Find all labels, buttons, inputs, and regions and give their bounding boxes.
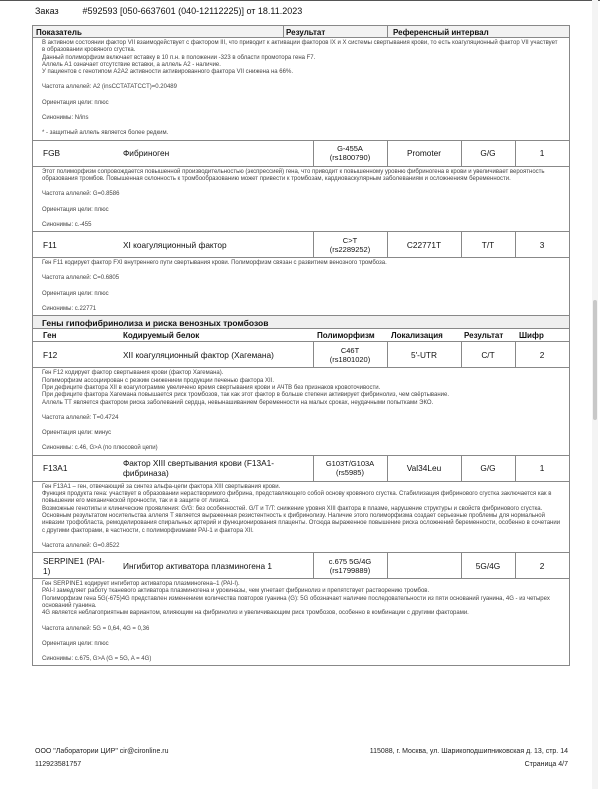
f12-desc-line: Ген F12 кодирует фактор свертывания крови (фактор Хагемана). (42, 370, 224, 377)
fgb-desc-text: Этот полиморфизм сопровождается повышенной производительностью (экспрессией) гена, что приводит к повышенному уровню фибриногена в крови и увеличивает вероятность образования тромбов. Повышенная склонность к тромбообразованию может привести к тромбозам, кардиоваскулярным заболеваниям и осложнениям беременности. (42, 168, 545, 182)
fgb-orientation: Ориентация цели: плюс (42, 206, 109, 213)
header-gene: Ген (43, 331, 57, 341)
footer-barcode: 112923581757 (35, 761, 82, 768)
gene-protein: XI коагуляционный фактор (123, 239, 227, 250)
gene-protein: Ингибитор активатора плазминогена 1 (123, 560, 272, 571)
gene-code-line: SERPINE1 (PAI- (43, 555, 105, 566)
results-table (32, 25, 570, 666)
gene-result: G/G (480, 148, 496, 159)
fgb-description (33, 167, 569, 232)
table-header (33, 25, 569, 38)
gene-result: G/G (480, 463, 496, 474)
gene-polymorphism (313, 342, 387, 367)
header-result: Результат (464, 331, 504, 341)
f7-desc-line: В активном состоянии фактор VII взаимодействует с фактором III, что приводит к активации факторов IX и X системы свертывания крови, то есть коагуляционный фактор VII участвует в образовании кровяного сгустка. (42, 40, 558, 54)
header-protein: Кодируемый белок (123, 331, 200, 341)
f7-description (33, 38, 569, 141)
f13a1-desc-line: Функция продукта гена: участвует в образовании нерастворимого фибрина, представляющего собой основу кровяного сгустка. Стабилизация фибринового сгустка заключается как в повышении его механической прочности, так и в защите от лизиса. (42, 491, 552, 505)
gene-result: C/T (481, 349, 495, 360)
f13a1-description (33, 482, 569, 553)
f13a1-allele-frequency: Частота аллелей: G=0.8522 (42, 542, 120, 549)
footer-page-number: Страница 4/7 (524, 761, 568, 768)
gene-cipher: 1 (539, 148, 545, 159)
gene-table-header (33, 329, 569, 342)
gene-row-fgb (33, 141, 569, 167)
gene-localization: Promoter (406, 148, 442, 159)
f7-orientation: Ориентация цели: плюс (42, 99, 109, 106)
protein-line: фибриназа) (123, 468, 169, 479)
gene-code: F13A1 (43, 463, 68, 474)
f7-footnote: * - защитный аллель является более редким. (42, 130, 169, 137)
header-cipher: Шифр (519, 331, 544, 341)
f7-allele-frequency: Частота аллелей: A2 (insCCTATATCCT)=0.20489 (42, 84, 177, 91)
f7-desc-line: Аллель A1 означает отсутствие вставки, а аллель A2 - наличие. (42, 61, 221, 68)
serpine1-desc-line: Полиморфизм гена 5G(-675)4G представлен изменением количества повторов гуанина (G): 5G обозначает наличие последовательности из пяти оснований гуанина, 4G - из четырех оснований гуанина. (42, 595, 550, 609)
poly-rs: (rs1801020) (329, 354, 371, 364)
poly-name: c.675 5G/4G (328, 556, 372, 566)
footer-address: 115088, г. Москва, ул. Шарикоподшипниковская д. 13, стр. 14 (369, 748, 568, 755)
f12-orientation: Ориентация цели: минус (42, 430, 112, 437)
poly-name: G103T/G103A (325, 459, 375, 469)
serpine1-desc-line: 4G является неблагоприятным вариантом, влияющим на фибринолиз и увеличивающим риск тромбозов, особенно в комбинации с другими факторами. (42, 610, 469, 617)
gene-code: F12 (43, 349, 58, 360)
gene-cipher: 2 (539, 560, 545, 571)
header-result: Результат (286, 28, 326, 37)
poly-rs: (rs1799889) (329, 565, 371, 575)
gene-protein (123, 456, 274, 481)
gene-localization: 5'-UTR (410, 349, 437, 360)
serpine1-orientation: Ориентация цели: плюс (42, 640, 109, 647)
f12-desc-line: При дефиците фактора Хагемана повышается риск тромбозов, так как этот фактор в больше степени активирует фибринолиз, чем свёртывание. (42, 392, 450, 399)
gene-localization (387, 553, 461, 578)
order-line (35, 6, 302, 16)
f11-orientation: Ориентация цели: плюс (42, 290, 109, 297)
poly-rs: (rs5985) (336, 468, 364, 478)
gene-row-serpine1 (33, 553, 569, 579)
gene-code: FGB (43, 148, 61, 159)
gene-row-f12 (33, 342, 569, 368)
f12-desc-line: Аллель TT является фактором риска заболеваний сердца, невынашиванием беременности на малых сроках, неудачными попытками ЭКО. (42, 399, 434, 406)
poly-name: C46T (340, 345, 360, 355)
fgb-synonyms: Синонимы: c.-455 (42, 221, 92, 228)
section-title (33, 316, 569, 329)
poly-name: C>T (342, 235, 358, 245)
gene-result: 5G/4G (475, 560, 501, 571)
poly-name: G-455A (337, 144, 363, 154)
gene-code: F11 (43, 239, 57, 250)
f11-synonyms: Синонимы: c.22771 (42, 306, 97, 313)
f11-desc-text: Ген F11 кодирует фактор FXI внутреннего пути свертывания крови. Полиморфизм связан с развитием венозного тромбоза. (42, 260, 387, 267)
serpine1-description (33, 579, 569, 666)
f12-desc-line: При дефиците фактора XII в коагулограмме увеличено время свертывания крови и АЧТВ без признаков кровоточивости. (42, 384, 381, 391)
protein-line: Фактор XIII свертывания крови (F13A1- (123, 458, 275, 469)
order-number: #592593 [050-6637601 (040-12112225)] от 18.11.2023 (82, 6, 303, 16)
f7-desc-line: Данный полиморфизм включает вставку в 10 п.н. в положении -323 в области промотора гена F7. (42, 54, 316, 61)
header-polymorphism: Полиморфизм (317, 331, 375, 341)
footer-company: ООО "Лаборатории ЦИР" cir@cironline.ru (35, 748, 169, 755)
gene-code-line: 1) (43, 565, 51, 576)
serpine1-desc-line: PAI-I замедляет работу тканевого активатора плазминогена и урокиназы, чем угнетает фибринолиз и препятствует растворению тромбов. (42, 588, 430, 595)
serpine1-allele-frequency: Частота аллелей: 5G = 0,64, 4G = 0,36 (42, 625, 150, 632)
gene-polymorphism (313, 553, 387, 578)
f12-desc-line: Полиморфизм ассоциирован с резким снижением продукции печенью фактора XII. (42, 377, 275, 384)
footer-line-1 (35, 748, 568, 755)
f11-allele-frequency: Частота аллелей: C=0.6805 (42, 275, 120, 282)
serpine1-synonyms: Синонимы: c.675, G>A (G = 5G, A = 4G) (42, 656, 152, 663)
gene-row-f11 (33, 232, 569, 258)
gene-cipher: 1 (539, 463, 545, 474)
gene-protein: XII коагуляционный фактор (Хагемана) (123, 349, 274, 360)
f12-description (33, 368, 569, 455)
f7-desc-line: У пациентов с генотипом A2A2 активности активированного фактора VII снижена на 66%. (42, 69, 293, 76)
gene-protein: Фибриноген (123, 148, 170, 159)
gene-polymorphism (313, 232, 387, 257)
scrollbar-thumb[interactable] (593, 300, 597, 420)
gene-code (43, 553, 105, 578)
footer-line-2 (35, 761, 568, 768)
f7-synonyms: Синонимы: N/ins (42, 115, 89, 122)
serpine1-desc-line: Ген SERPINE1 кодирует ингибитор активатора плазминогена–1 (PAI-I). (42, 581, 240, 588)
gene-localization: C22771T (406, 239, 442, 250)
gene-result: T/T (481, 239, 495, 250)
header-reference: Референсный интервал (393, 28, 489, 37)
poly-rs: (rs2289252) (329, 244, 371, 254)
poly-rs: (rs1800790) (329, 153, 371, 163)
f13a1-desc-line: Возможные генотипы и клинические проявления: G/G: без особенностей. G/T и T/T: снижение уровня XIII фактора в плазме, нарушение структуры и свойств фибринового сгустка. Основным результатом носительства аллеля T является выраженная резистентность к фибринолизу. Наличие этого полиморфизма создает серьезные проблемы для нормальной инвазии трофобласта, ремоделирования спиральных артерий и функционирования плаценты. Отсюда выраженное повышение риска осложнений беременности, особенно в сочетании с другими факторами, в частности, с полиморфизмами PAI-1 и фактора XII. (42, 505, 561, 534)
order-label: Заказ (35, 6, 59, 16)
section-title-text: Гены гипофибринолиза и риска венозных тромбозов (42, 318, 269, 329)
gene-cipher: 3 (539, 239, 545, 250)
fgb-allele-frequency: Частота аллелей: G=0.8586 (42, 191, 120, 198)
gene-cipher: 2 (539, 349, 545, 360)
header-localization: Локализация (391, 331, 443, 341)
f12-synonyms: Синонимы: c.46, G>A (по плюсовой цепи) (42, 445, 158, 452)
header-indicator: Показатель (36, 28, 82, 37)
gene-polymorphism (313, 456, 387, 481)
f12-allele-frequency: Частота аллелей: T=0.4724 (42, 414, 119, 421)
gene-polymorphism (313, 141, 387, 166)
f11-description (33, 258, 569, 316)
gene-row-f13a1 (33, 456, 569, 482)
gene-localization: Val34Leu (406, 463, 442, 474)
f13a1-desc-line: Ген F13A1 – ген, отвечающий за синтез альфа-цепи фактора XIII свертывания крови. (42, 483, 281, 490)
top-cut-border (0, 0, 600, 1)
